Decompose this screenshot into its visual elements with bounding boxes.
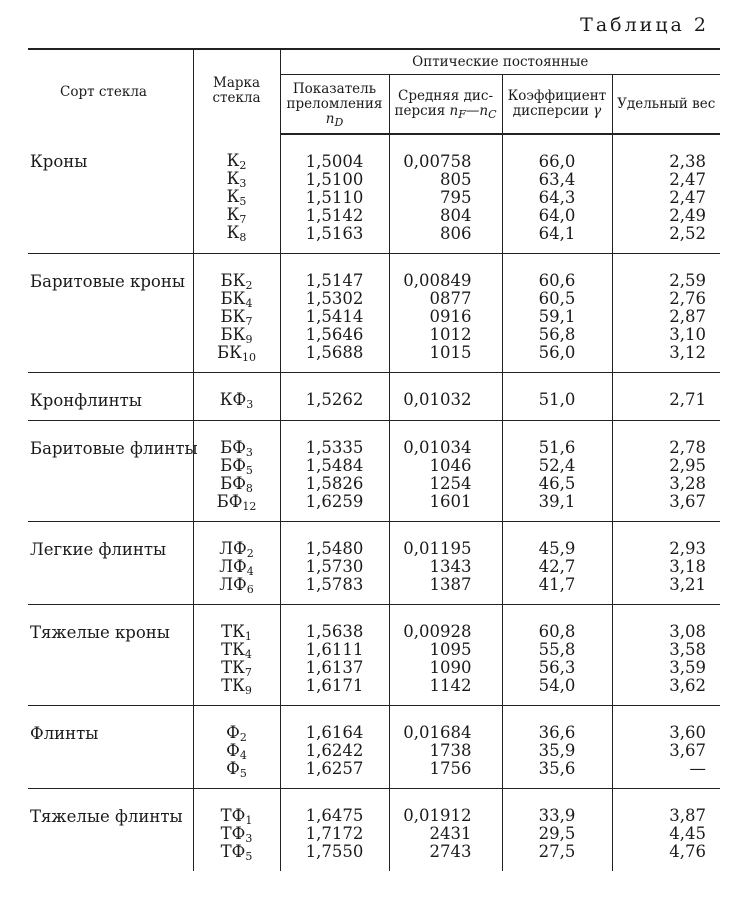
mean-dispersion: 1343: [429, 557, 472, 576]
specific-gravity-cell: [612, 421, 720, 522]
mean-dispersion-cell: [389, 706, 502, 789]
glass-mark-cell: [193, 789, 280, 872]
glass-mark-index: 5: [239, 195, 247, 208]
mean-dispersion: 1601: [429, 492, 472, 511]
dispersion-coefficient: 60,6: [538, 271, 576, 290]
mean-dispersion: 804: [440, 206, 472, 225]
mean-dispersion-cell: [389, 421, 502, 522]
glass-mark-letters: К: [226, 205, 240, 224]
glass-mark: [194, 843, 280, 861]
header-nd-symbol: n: [325, 110, 335, 127]
dispersion-coefficient: 56,0: [538, 343, 576, 362]
glass-mark-cell: [193, 522, 280, 605]
specific-gravity-cell: [612, 706, 720, 789]
glass-group: [28, 789, 720, 872]
specific-gravity: 3,28: [669, 474, 707, 493]
header-disp-prefix: персия: [394, 103, 450, 119]
table-row: [28, 373, 720, 421]
glass-mark: [194, 326, 280, 344]
dispersion-coefficient: 51,6: [538, 438, 576, 457]
glass-mark-letters: БК: [220, 307, 246, 326]
mean-dispersion: 0,01195: [403, 539, 472, 558]
header-disp-n2: n: [479, 103, 489, 119]
refractive-index: 1,6242: [305, 741, 364, 760]
glass-group: [28, 706, 720, 789]
table-row: [28, 789, 720, 872]
mean-dispersion-cell: [389, 254, 502, 373]
table-row: [28, 421, 720, 522]
specific-gravity: 2,47: [669, 188, 707, 207]
glass-mark-letters: Ф: [226, 759, 240, 778]
dispersion-coefficient: 64,3: [538, 188, 576, 207]
glass-mark-index: 12: [242, 500, 257, 513]
glass-mark-index: 5: [245, 850, 253, 863]
glass-mark-letters: ЛФ: [219, 557, 247, 576]
refractive-index: 1,5646: [305, 325, 364, 344]
glass-mark: [194, 170, 280, 188]
table-row: [28, 254, 720, 373]
refractive-index: 1,6259: [305, 492, 364, 511]
mean-dispersion: 0877: [429, 289, 472, 308]
specific-gravity: 3,18: [669, 557, 707, 576]
header-mean-dispersion: [389, 75, 502, 135]
glass-mark-index: 10: [241, 351, 256, 364]
header-nd-sub: D: [334, 115, 344, 129]
glass-mark-letters: БФ: [220, 438, 246, 457]
glass-mark-index: 9: [244, 684, 252, 697]
specific-gravity-cell: [612, 373, 720, 421]
glass-mark: [194, 825, 280, 843]
glass-mark-letters: К: [226, 223, 240, 242]
header-disp-sub2: C: [488, 108, 497, 121]
mean-dispersion: 805: [440, 170, 472, 189]
refractive-index: 1,5147: [305, 271, 364, 290]
refractive-index: 1,5826: [305, 474, 364, 493]
refractive-index-cell: [280, 605, 389, 706]
refractive-index: 1,7172: [305, 824, 364, 843]
glass-mark-index: 7: [239, 213, 247, 226]
mean-dispersion: 1090: [429, 658, 472, 677]
refractive-index: 1,5110: [305, 188, 364, 207]
mean-dispersion: 0,01034: [403, 438, 472, 457]
dispersion-coefficient: 51,0: [538, 390, 576, 409]
dispersion-coefficient: 63,4: [538, 170, 576, 189]
glass-mark-index: 3: [239, 177, 247, 190]
glass-mark-cell: [193, 373, 280, 421]
mean-dispersion-cell: [389, 522, 502, 605]
mean-dispersion: 0,01912: [403, 806, 472, 825]
dispersion-coefficient: 56,8: [538, 325, 576, 344]
dispersion-coefficient: 33,9: [538, 806, 576, 825]
specific-gravity: 3,10: [669, 325, 707, 344]
refractive-index: 1,5730: [305, 557, 364, 576]
mean-dispersion-cell: [389, 789, 502, 872]
mean-dispersion: 806: [440, 224, 472, 243]
mean-dispersion: 0,00928: [403, 622, 472, 641]
glass-mark-letters: БК: [217, 343, 242, 362]
refractive-index: 1,5262: [305, 390, 364, 409]
refractive-index: 1,6171: [305, 676, 364, 695]
specific-gravity: 3,08: [669, 622, 707, 641]
dispersion-coefficient: 29,5: [538, 824, 576, 843]
refractive-index-cell: [280, 522, 389, 605]
glass-mark-index: 4: [246, 565, 254, 578]
specific-gravity-cell: [612, 522, 720, 605]
glass-mark: [194, 641, 280, 659]
mean-dispersion: 0,00758: [403, 152, 472, 171]
glass-mark-letters: БФ: [220, 456, 246, 475]
specific-gravity: 2,52: [669, 224, 707, 243]
specific-gravity: 4,76: [669, 842, 707, 861]
glass-mark-index: 5: [245, 464, 253, 477]
dispersion-coefficient-cell: [502, 605, 612, 706]
refractive-index-cell: [280, 789, 389, 872]
glass-mark: [194, 272, 280, 290]
refractive-index: 1,5302: [305, 289, 364, 308]
refractive-index: 1,5638: [305, 622, 364, 641]
mean-dispersion: 1046: [429, 456, 472, 475]
refractive-index: 1,5100: [305, 170, 364, 189]
glass-mark: [194, 807, 280, 825]
glass-type: Баритовые флинты: [28, 421, 193, 522]
glass-mark-letters: ЛФ: [219, 575, 247, 594]
dispersion-coefficient: 46,5: [538, 474, 576, 493]
glass-mark-index: 8: [245, 482, 253, 495]
glass-mark-cell: [193, 134, 280, 254]
dispersion-coefficient: 42,7: [538, 557, 576, 576]
glass-mark-index: 6: [246, 583, 254, 596]
specific-gravity: 2,76: [669, 289, 707, 308]
specific-gravity-cell: [612, 134, 720, 254]
glass-mark: [194, 391, 280, 409]
mean-dispersion: 1738: [429, 741, 472, 760]
specific-gravity: 3,67: [669, 741, 707, 760]
header-mark-line1: Марка: [213, 75, 260, 91]
glass-mark-index: 4: [239, 749, 247, 762]
glass-mark-letters: К: [226, 169, 240, 188]
dispersion-coefficient: 52,4: [538, 456, 576, 475]
glass-mark: [194, 290, 280, 308]
specific-gravity: 2,87: [669, 307, 707, 326]
specific-gravity: 3,62: [669, 676, 707, 695]
glass-group: [28, 605, 720, 706]
dispersion-coefficient: 64,1: [538, 224, 576, 243]
specific-gravity: 3,60: [669, 723, 707, 742]
dispersion-coefficient: 66,0: [538, 152, 576, 171]
header-mark: [193, 49, 280, 134]
mean-dispersion-cell: [389, 134, 502, 254]
mean-dispersion: 2743: [429, 842, 472, 861]
glass-mark: [194, 344, 280, 362]
specific-gravity: 3,67: [669, 492, 707, 511]
glass-mark: [194, 576, 280, 594]
glass-type: Кронфлинты: [28, 373, 193, 421]
glass-type: Кроны: [30, 152, 88, 171]
glass-mark-letters: К: [226, 151, 240, 170]
dispersion-coefficient: 45,9: [538, 539, 576, 558]
refractive-index: 1,6164: [305, 723, 364, 742]
table-row: [28, 522, 720, 605]
glass-mark: [194, 152, 280, 170]
dispersion-coefficient: 64,0: [538, 206, 576, 225]
mean-dispersion: 1095: [429, 640, 472, 659]
mean-dispersion-cell: [389, 605, 502, 706]
mean-dispersion: 1254: [429, 474, 472, 493]
header-specific-gravity: Удельный вес: [612, 75, 720, 135]
refractive-index: 1,6475: [305, 806, 364, 825]
glass-mark-letters: БК: [220, 271, 246, 290]
glass-mark-cell: [193, 254, 280, 373]
specific-gravity: 3,58: [669, 640, 707, 659]
glass-mark-letters: БФ: [216, 492, 243, 511]
specific-gravity: —: [689, 759, 707, 778]
dispersion-coefficient: 39,1: [538, 492, 576, 511]
refractive-index: 1,5480: [305, 539, 364, 558]
specific-gravity: 3,87: [669, 806, 707, 825]
mean-dispersion: 0,01684: [403, 723, 472, 742]
glass-mark-index: 1: [244, 630, 252, 643]
header-mark-line2: стекла: [212, 90, 261, 106]
specific-gravity: 2,59: [669, 271, 707, 290]
specific-gravity: 3,12: [669, 343, 707, 362]
header-optical-group: Оптические постоянные: [280, 49, 720, 75]
mean-dispersion: 0,00849: [403, 271, 472, 290]
glass-mark-letters: ТФ: [220, 842, 246, 861]
header-disp-sub1: F: [458, 108, 466, 121]
glass-type: Баритовые кроны: [28, 254, 193, 373]
glass-mark: [194, 623, 280, 641]
header-sort: Сорт стекла: [28, 49, 193, 134]
header-refractive-index: [280, 75, 389, 135]
refractive-index: 1,5484: [305, 456, 364, 475]
header-nd-line2: преломления: [286, 95, 383, 112]
specific-gravity: 3,21: [669, 575, 707, 594]
glass-type: Тяжелые кроны: [28, 605, 193, 706]
glass-mark: [194, 742, 280, 760]
glass-mark-cell: [193, 706, 280, 789]
glass-mark-letters: ТК: [221, 676, 245, 695]
header-disp-line1: Средняя дис-: [397, 88, 494, 104]
dispersion-coefficient: 55,8: [538, 640, 576, 659]
glass-mark-letters: Ф: [226, 741, 240, 760]
glass-mark-letters: ТК: [221, 622, 245, 641]
mean-dispersion: 0916: [429, 307, 472, 326]
glass-mark: [194, 540, 280, 558]
refractive-index: 1,6257: [305, 759, 364, 778]
header-disp-dash: —: [465, 103, 480, 119]
specific-gravity: 2,49: [669, 206, 707, 225]
header-dispersion-coefficient: [502, 75, 612, 135]
glass-mark: [194, 659, 280, 677]
specific-gravity-cell: [612, 789, 720, 872]
header-coef-prefix: дисперсии: [512, 103, 594, 119]
glass-mark-index: 7: [245, 315, 253, 328]
glass-mark: [194, 308, 280, 326]
mean-dispersion: 1756: [429, 759, 472, 778]
specific-gravity-cell: [612, 605, 720, 706]
refractive-index: 1,5335: [305, 438, 364, 457]
mean-dispersion: 1015: [429, 343, 472, 362]
glass-mark-letters: БФ: [220, 474, 246, 493]
dispersion-coefficient-cell: [502, 373, 612, 421]
glass-group: [28, 134, 720, 254]
specific-gravity-cell: [612, 254, 720, 373]
specific-gravity: 2,38: [669, 152, 707, 171]
glass-mark-index: 5: [239, 767, 247, 780]
glass-mark: [194, 724, 280, 742]
dispersion-coefficient-cell: [502, 134, 612, 254]
dispersion-coefficient-cell: [502, 789, 612, 872]
glass-mark-index: 1: [245, 814, 253, 827]
table-row: [28, 134, 720, 254]
glass-mark-cell: [193, 605, 280, 706]
dispersion-coefficient-cell: [502, 706, 612, 789]
glass-mark: [194, 558, 280, 576]
glass-group: [28, 254, 720, 373]
glass-mark-index: 2: [239, 731, 247, 744]
glass-mark-letters: БК: [220, 289, 246, 308]
refractive-index: 1,5004: [305, 152, 364, 171]
table-row: [28, 605, 720, 706]
dispersion-coefficient: 35,9: [538, 741, 576, 760]
glass-type: Флинты: [28, 706, 193, 789]
specific-gravity: 2,78: [669, 438, 707, 457]
glass-mark-index: 2: [239, 159, 247, 172]
specific-gravity: 4,45: [669, 824, 707, 843]
glass-mark-index: 2: [245, 279, 253, 292]
dispersion-coefficient: 60,5: [538, 289, 576, 308]
mean-dispersion: 1012: [429, 325, 472, 344]
refractive-index-cell: [280, 373, 389, 421]
glass-mark-cell: [193, 421, 280, 522]
glass-mark-letters: ТФ: [220, 824, 246, 843]
glass-table: [28, 48, 720, 871]
header-coef-symbol: γ: [593, 103, 602, 119]
header-disp-n1: n: [449, 103, 459, 119]
specific-gravity: 2,93: [669, 539, 707, 558]
dispersion-coefficient: 35,6: [538, 759, 576, 778]
dispersion-coefficient-cell: [502, 522, 612, 605]
glass-mark-letters: БК: [220, 325, 246, 344]
table-row: [28, 706, 720, 789]
refractive-index: 1,5142: [305, 206, 364, 225]
table-header: [28, 49, 720, 134]
mean-dispersion: 2431: [429, 824, 472, 843]
mean-dispersion: 1387: [429, 575, 472, 594]
refractive-index: 1,5163: [305, 224, 364, 243]
dispersion-coefficient-cell: [502, 421, 612, 522]
refractive-index: 1,7550: [305, 842, 364, 861]
specific-gravity: 2,95: [669, 456, 707, 475]
glass-mark-letters: КФ: [219, 390, 247, 409]
header-coef-line1: Коэффициент: [507, 88, 607, 104]
glass-type: Легкие флинты: [28, 522, 193, 605]
dispersion-coefficient: 36,6: [538, 723, 576, 742]
glass-mark-index: 9: [245, 333, 253, 346]
mean-dispersion: 1142: [429, 676, 472, 695]
glass-group: [28, 373, 720, 421]
refractive-index: 1,5414: [305, 307, 364, 326]
dispersion-coefficient: 59,1: [538, 307, 576, 326]
glass-mark-index: 3: [245, 832, 253, 845]
table-caption: Таблица 2: [580, 14, 709, 36]
glass-mark-letters: Ф: [226, 723, 240, 742]
glass-group: [28, 522, 720, 605]
mean-dispersion: 0,01032: [403, 390, 472, 409]
glass-mark-index: 3: [246, 398, 254, 411]
glass-mark: [194, 439, 280, 457]
refractive-index: 1,5688: [305, 343, 364, 362]
refractive-index-cell: [280, 706, 389, 789]
glass-type: Тяжелые флинты: [28, 789, 193, 872]
glass-mark: [194, 188, 280, 206]
refractive-index-cell: [280, 254, 389, 373]
refractive-index-cell: [280, 421, 389, 522]
glass-mark-letters: ТК: [221, 640, 245, 659]
glass-mark-letters: ТК: [221, 658, 245, 677]
refractive-index-cell: [280, 134, 389, 254]
glass-mark: [194, 224, 280, 242]
glass-mark-index: 4: [245, 297, 253, 310]
glass-mark-index: 2: [246, 547, 254, 560]
header-nd-line1: Показатель: [292, 80, 377, 97]
dispersion-coefficient: 54,0: [538, 676, 576, 695]
glass-mark-index: 3: [245, 446, 253, 459]
glass-group: [28, 421, 720, 522]
mean-dispersion-cell: [389, 373, 502, 421]
glass-mark: [194, 457, 280, 475]
specific-gravity: 2,71: [669, 390, 707, 409]
glass-mark: [194, 677, 280, 695]
dispersion-coefficient: 27,5: [538, 842, 576, 861]
specific-gravity: 3,59: [669, 658, 707, 677]
glass-mark-letters: К: [226, 187, 240, 206]
specific-gravity: 2,47: [669, 170, 707, 189]
dispersion-coefficient-cell: [502, 254, 612, 373]
glass-mark: [194, 760, 280, 778]
dispersion-coefficient: 41,7: [538, 575, 576, 594]
refractive-index: 1,6137: [305, 658, 364, 677]
glass-mark-index: 8: [239, 231, 247, 244]
glass-mark-letters: ЛФ: [219, 539, 247, 558]
dispersion-coefficient: 60,8: [538, 622, 576, 641]
dispersion-coefficient: 56,3: [538, 658, 576, 677]
glass-mark-index: 7: [244, 666, 252, 679]
glass-mark: [194, 493, 280, 511]
mean-dispersion: 795: [440, 188, 472, 207]
glass-mark-index: 4: [244, 648, 252, 661]
refractive-index: 1,5783: [305, 575, 364, 594]
refractive-index: 1,6111: [305, 640, 364, 659]
glass-mark-letters: ТФ: [220, 806, 246, 825]
glass-mark: [194, 475, 280, 493]
glass-mark: [194, 206, 280, 224]
